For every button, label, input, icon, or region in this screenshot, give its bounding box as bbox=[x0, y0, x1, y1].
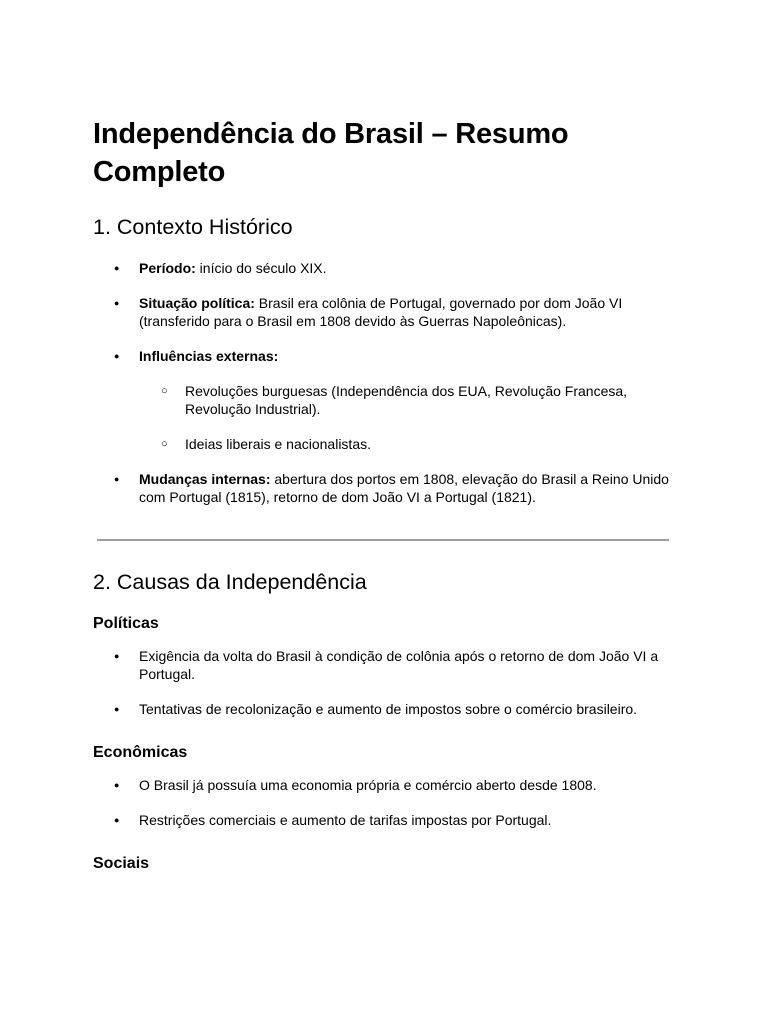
bullet-list bbox=[93, 647, 672, 718]
list-item bbox=[93, 259, 672, 277]
item-label: Influências externas: bbox=[139, 348, 279, 364]
section-heading: 2. Causas da Independência bbox=[93, 570, 367, 594]
list-item: ● Tentativas de recolonização e aumento de impostos sobre o comércio brasileiro. bbox=[93, 700, 672, 718]
list-item: ● Restrições comerciais e aumento de tarifas impostas por Portugal. bbox=[93, 811, 672, 829]
bullet-list bbox=[93, 776, 672, 829]
list-item bbox=[93, 294, 672, 330]
subsection-heading-politicas: Políticas bbox=[93, 615, 159, 632]
sub-list-item: ○ Ideias liberais e nacionalistas. bbox=[93, 435, 672, 453]
section-contexto-historico bbox=[93, 213, 672, 506]
item-text: abertura dos portos em 1808, elevação do Brasil a Reino Unido com Portugal (1815), retorno de dom João VI a Portugal (1821). bbox=[139, 471, 669, 505]
section-causas bbox=[93, 568, 672, 874]
sub-list-item: ○ Revoluções burguesas (Independência dos EUA, Revolução Francesa, Revolução Industrial). bbox=[93, 382, 672, 418]
item-text: início do século XIX. bbox=[195, 260, 327, 276]
subsection-heading-sociais: Sociais bbox=[93, 855, 150, 872]
list-item: ● Exigência da volta do Brasil à condição de colônia após o retorno de dom João VI a Portugal. bbox=[93, 647, 672, 683]
list-item: ● O Brasil já possuía uma economia própria e comércio aberto desde 1808. bbox=[93, 776, 672, 794]
document-title: Independência do Brasil – Resumo Completo bbox=[93, 118, 569, 188]
item-text: Brasil era colônia de Portugal, governado por dom João VI (transferido para o Brasil em 1808 devido às Guerras Napoleônicas). bbox=[139, 295, 623, 329]
list-item bbox=[93, 470, 672, 506]
subsection-heading-economicas: Econômicas bbox=[93, 744, 188, 761]
sub-list bbox=[139, 382, 672, 453]
item-label: Mudanças internas: bbox=[139, 471, 271, 487]
item-label: Período: bbox=[139, 260, 196, 276]
section-heading: 1. Contexto Histórico bbox=[93, 215, 293, 239]
horizontal-divider bbox=[97, 539, 669, 541]
list-item bbox=[93, 347, 672, 453]
item-label: Situação política: bbox=[139, 295, 255, 311]
bullet-list bbox=[93, 259, 672, 506]
